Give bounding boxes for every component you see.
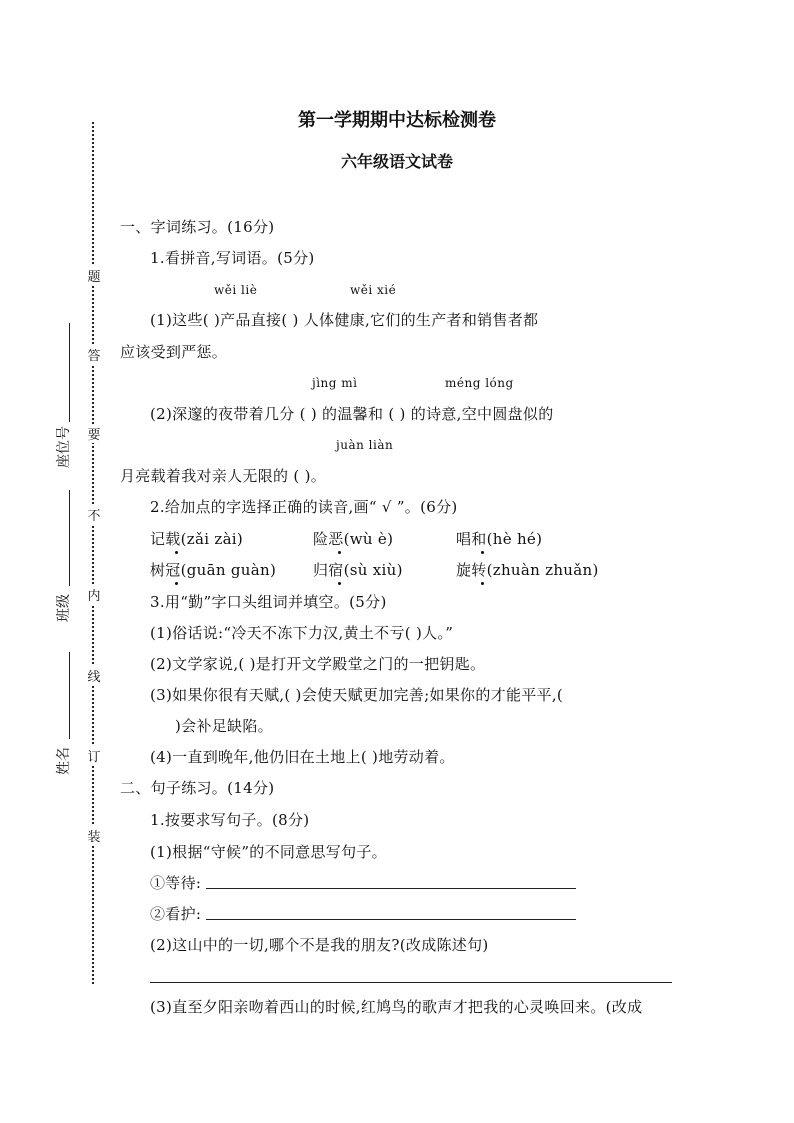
question-title: 1.看拼音,写词语。(5分) — [150, 249, 315, 267]
page-subtitle: 六年级语文试卷 — [340, 152, 453, 171]
reading-option: 险恶(wù è) — [313, 530, 394, 548]
section-heading: 一、字词练习。(16分) — [120, 218, 275, 236]
question-line: (1)根据“守候”的不同意思写句子。 — [150, 843, 387, 861]
binding-char: 内 — [87, 585, 101, 604]
answer-line[interactable] — [206, 888, 576, 889]
emphasis-dot — [481, 582, 484, 585]
class-label: 班级 — [56, 594, 72, 622]
binding-char: 订 — [87, 746, 101, 765]
question-line: 月亮载着我对亲人无限的 ( )。 — [120, 467, 327, 485]
pinyin: wěi xié — [350, 283, 397, 297]
question-title: 2.给加点的字选择正确的读音,画“ √ ”。(6分) — [150, 498, 458, 516]
answer-label: ②看护: — [150, 905, 202, 923]
seat-number-label: 座位号 — [56, 426, 72, 468]
emphasis-dot — [338, 582, 341, 585]
reading-option: 唱和(hè hé) — [456, 530, 543, 548]
emphasis-dot — [338, 551, 341, 554]
question-line: (3)如果你很有天赋,( )会使天赋更加完善;如果你的才能平平,( — [150, 686, 564, 704]
question-line: (2)深邃的夜带着几分 ( ) 的温馨和 ( ) 的诗意,空中圆盘似的 — [150, 405, 554, 423]
emphasis-dot — [175, 551, 178, 554]
pinyin: jìng mì — [312, 376, 358, 390]
name-label: 姓名 — [56, 747, 72, 775]
binding-char: 线 — [87, 666, 101, 685]
reading-option: 树冠(guān guàn) — [150, 561, 277, 579]
binding-dotted-line — [92, 122, 94, 984]
question-title: 3.用“勤”字口头组词并填空。(5分) — [150, 593, 387, 611]
reading-option: 归宿(sù xiù) — [313, 561, 403, 579]
question-line: 应该受到严惩。 — [120, 343, 228, 361]
page-title: 第一学期期中达标检测卷 — [298, 110, 496, 131]
question-line: (1)俗话说:“冷天不冻下力汉,黄土不亏( )人。” — [150, 624, 454, 642]
reading-option: 记载(zǎi zài) — [150, 530, 244, 548]
question-line: (2)这山中的一切,哪个不是我的朋友?(改成陈述句) — [150, 936, 489, 954]
name-blank[interactable] — [69, 652, 70, 739]
section-heading: 二、句子练习。(14分) — [120, 779, 275, 797]
question-line: (4)一直到晚年,他仍旧在土地上( )地劳动着。 — [150, 748, 455, 766]
emphasis-dot — [175, 582, 178, 585]
binding-char: 不 — [87, 505, 101, 524]
class-blank[interactable] — [69, 490, 70, 586]
binding-char: 答 — [87, 345, 101, 364]
answer-label: ①等待: — [150, 874, 202, 892]
question-line: (1)这些( )产品直接( ) 人体健康,它们的生产者和销售者都 — [150, 311, 539, 329]
answer-line[interactable] — [150, 982, 672, 983]
binding-char: 要 — [87, 424, 101, 443]
emphasis-dot — [481, 551, 484, 554]
question-line: (3)直至夕阳亲吻着西山的时候,红鸠鸟的歌声才把我的心灵唤回来。(改成 — [150, 998, 643, 1016]
answer-line[interactable] — [206, 919, 576, 920]
reading-option: 旋转(zhuàn zhuǎn) — [456, 561, 599, 579]
question-title: 1.按要求写句子。(8分) — [150, 811, 310, 829]
binding-char: 题 — [87, 266, 101, 285]
question-line: )会补足缺陷。 — [175, 717, 273, 735]
question-line: (2)文学家说,( )是打开文学殿堂之门的一把钥匙。 — [150, 655, 486, 673]
binding-char: 装 — [87, 826, 101, 845]
pinyin: méng lóng — [445, 376, 514, 390]
pinyin: wěi liè — [214, 283, 258, 297]
seat-number-blank[interactable] — [69, 323, 70, 422]
pinyin: juàn liàn — [336, 438, 394, 452]
